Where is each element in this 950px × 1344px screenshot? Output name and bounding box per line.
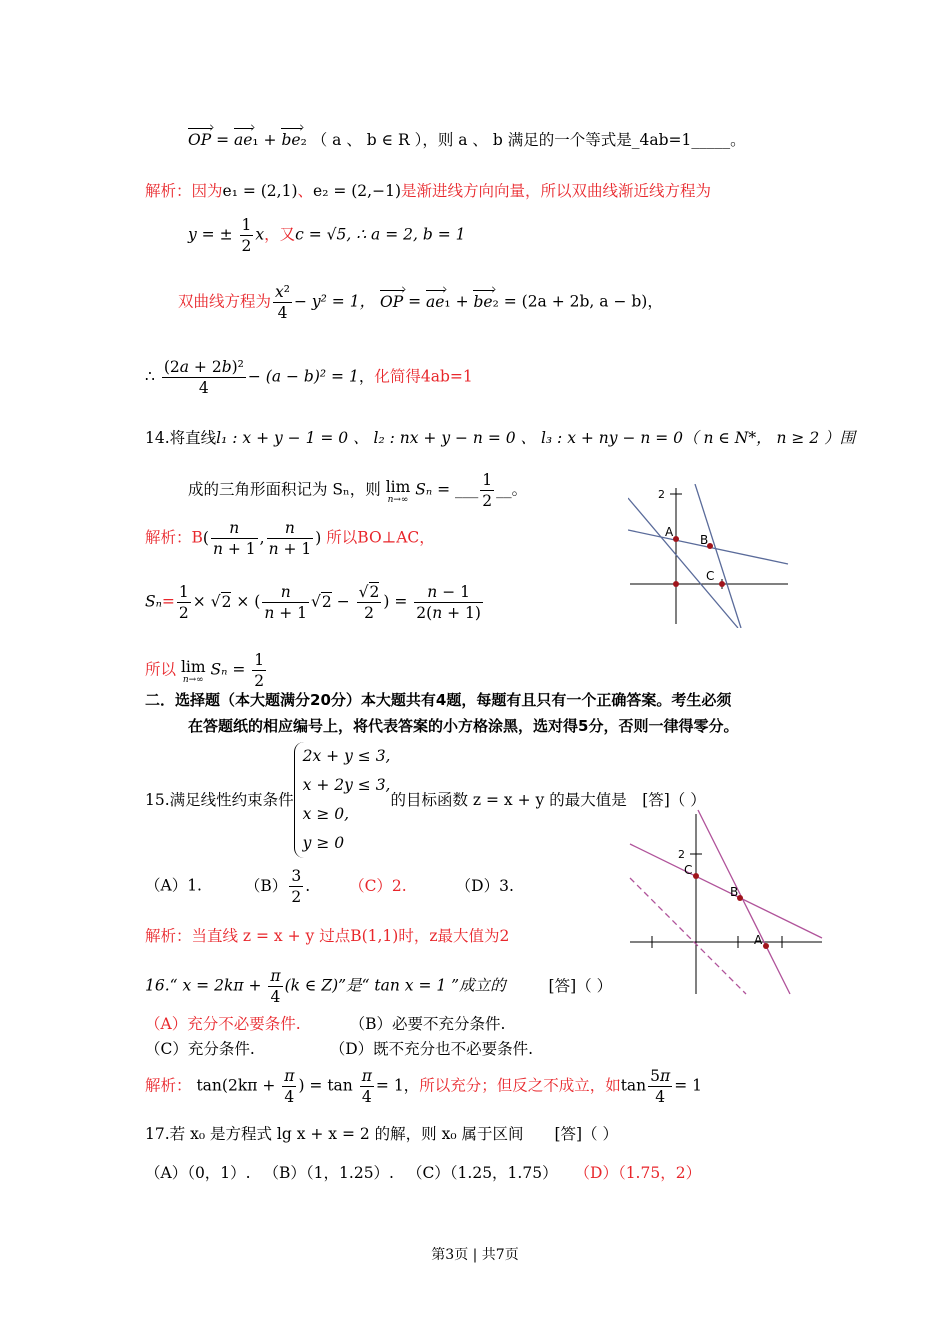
fig2-label-b: B xyxy=(730,885,739,899)
q16-options-row2 xyxy=(145,1039,533,1059)
q13-asymptote: y = ± $\frac{1}{2}$ x，又c = √5, ∴ a = 2, b = 1 xyxy=(188,216,466,255)
q15-stem: 15.满足线性约束条件 2x + y ≤ 3, x + 2y ≤ 3, x ≥ 0, y ≥ 0 的目标函数 z = x + y 的最大值是 [答]（ ） xyxy=(145,745,706,855)
fig2-label-a: A xyxy=(754,933,763,947)
fig2-point-c xyxy=(693,873,699,879)
figure-1 xyxy=(628,484,790,628)
fig1-line-l2 xyxy=(695,484,741,628)
q14-analysis: 解析：B( $\frac{n}{n + 1}$ , $\frac{n}{n + 1}$ ) 所以BO⊥AC， xyxy=(145,519,435,558)
q15-option-d[interactable]: （D）3. xyxy=(455,876,514,895)
q14-stem: 14.将直线l₁ : x + y − 1 = 0 、 l₂ : nx + y − n = 0 、 l₃ : x + ny − n = 0（ n ∈ N*， n ≥ 2 ）围 xyxy=(145,429,856,447)
q13-stem: OP = ae₁ + be₂ （ a 、 b ∈ R ），则 a 、 b 满足的一个等式是_4ab=1_____。 xyxy=(188,131,746,149)
q13-analysis-line1: 解析：因为e₁ = (2,1)、e₂ = (2,−1)是渐进线方向向量，所以双曲线渐近线方程为 xyxy=(145,182,712,200)
q16-analysis: 解析： tan(2kπ + $\frac{\pi}{4}$ ) = tan $\frac{\pi}{4}$ = 1，所以充分；但反之不成立，如tan $\frac{5\pi}{4}$ = 1 xyxy=(145,1067,702,1106)
q17-stem: 17.若 x₀ 是方程式 lg x + x = 2 的解，则 x₀ 属于区间 [答]（ ） xyxy=(145,1125,618,1143)
q14-conclusion: 所以 lim n→∞ Sₙ = $\frac{1}{2}$ xyxy=(145,651,265,690)
q17-option-c[interactable]: （C）（1.25，1.75） xyxy=(406,1164,558,1182)
q15-option-c[interactable]: （C）2. xyxy=(349,876,407,895)
fig1-point-a xyxy=(673,536,679,542)
q15-option-a[interactable]: （A）1. xyxy=(145,876,202,895)
figure-2 xyxy=(628,808,824,996)
fig1-point-o xyxy=(673,581,679,587)
q14-area: Sₙ= $\frac{1}{2}$ × √2 × ( $\frac{n}{n + 1}$ √2 − $\frac{√2}{2}$ ) = $\frac{n - 1}{2(n + 1)}$ xyxy=(145,583,481,622)
q15-analysis: 解析：当直线 z = x + y 过点B(1,1)时，z最大值为2 xyxy=(145,927,510,945)
q13-therefore: ∴ $\frac{\text{(2a + 2b)²}}{4}$ − (a − b)² = 1，化简得4ab=1 xyxy=(145,358,473,397)
q17-option-b[interactable]: （B）（1，1.25）. xyxy=(263,1164,394,1182)
fig1-point-c xyxy=(719,581,725,587)
page-footer: 第3页 | 共7页 xyxy=(431,1247,519,1263)
fig1-label-a: A xyxy=(665,525,674,539)
q14-stem2: 成的三角形面积记为 Sₙ，则 lim n→∞ Sₙ = ___ $\frac{1}{2}$ __。 xyxy=(188,471,528,510)
fig2-point-a xyxy=(763,943,769,949)
q16-option-c[interactable]: （C）充分条件. xyxy=(145,1040,255,1058)
fig2-objective-line xyxy=(630,878,746,994)
q15-constraints: 2x + y ≤ 3, x + 2y ≤ 3, x ≥ 0, y ≥ 0 xyxy=(294,742,391,858)
section2-title-1: 二．选择题（本大题满分20分）本大题共有4题，每题有且只有一个正确答案。考生必须 xyxy=(145,691,732,709)
q13-hyperbola: 双曲线方程为 $\frac{\text{x²}}{4}$ − y² = 1， OP = ae₁ + be₂ = (2a + 2b, a − b)， xyxy=(178,283,663,322)
q17-option-d[interactable]: （D）（1.75，2） xyxy=(574,1164,702,1182)
fig1-tick-label: 2 xyxy=(658,488,665,501)
fig1-label-c: C xyxy=(706,569,715,583)
section2-title-2: 在答题纸的相应编号上，将代表答案的小方格涂黑，选对得5分，否则一律得零分。 xyxy=(188,717,739,735)
fig1-line-l1 xyxy=(628,498,738,628)
fig1-label-b: B xyxy=(700,533,709,547)
q15-option-b[interactable]: （B） $\frac{3}{2}$ . xyxy=(244,867,311,906)
q16-option-a[interactable]: （A）充分不必要条件. xyxy=(145,1015,301,1033)
q17-options xyxy=(145,1163,701,1183)
fig2-label-c: C xyxy=(684,863,693,877)
q16-option-d[interactable]: （D）既不充分也不必要条件. xyxy=(329,1040,534,1058)
q16-options-row1 xyxy=(145,1014,505,1034)
q16-stem: 16.“ x = 2kπ + $\frac{\pi}{4}$ (k ∈ Z)”是“ tan x = 1 ”成立的 [答]（ ） xyxy=(145,967,613,1006)
fig2-tick-label: 2 xyxy=(678,848,685,861)
fig2-line-2 xyxy=(698,810,790,994)
q16-option-b[interactable]: （B）必要不充分条件. xyxy=(349,1015,506,1033)
fig2-line-1 xyxy=(630,844,822,938)
q17-option-a[interactable]: （A）（0，1）. xyxy=(145,1164,251,1182)
q15-options xyxy=(145,866,514,907)
